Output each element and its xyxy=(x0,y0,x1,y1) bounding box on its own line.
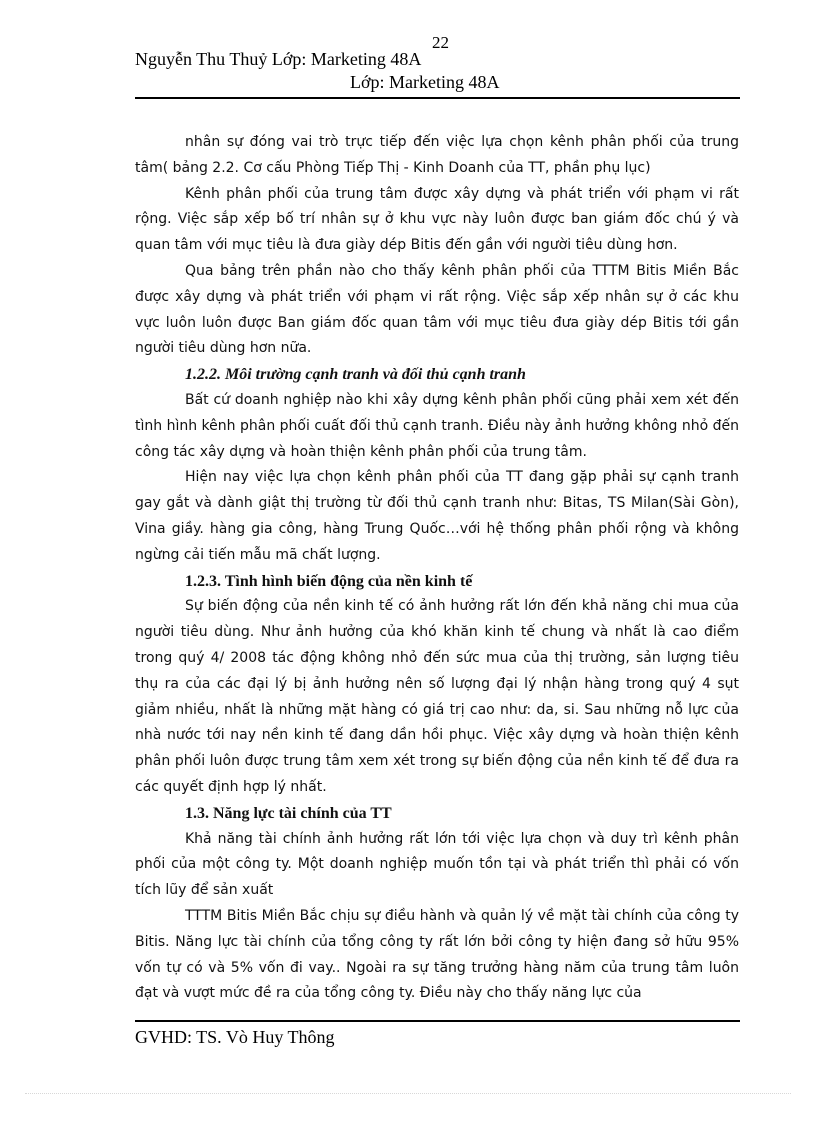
paragraph: Khả năng tài chính ảnh hưởng rất lớn tới việc lựa chọn và duy trì kênh phân phối của một công ty. Một doanh nghiệp muốn tồn tại và phát triển thì phải có vốn tích lũy để sản xuất xyxy=(135,830,739,899)
header-class: Lớp: Marketing 48A xyxy=(350,72,500,92)
paragraph: Sự biến động của nền kinh tế có ảnh hưởng rất lớn đến khả năng chi mua của người tiêu dùng. Như ảnh hưởng của khó khăn kinh tế chung và nhất là cao điểm trong quý 4/ 2008 tác động không nhỏ đến sức mua của thị trường, sản lượng tiêu thụ ra của các đại lý bị ảnh hưởng nên số lượng đại lý nhận hàng trong quý 4 sụt giảm nhiều, nhất là những mặt hàng có giá trị cao như: da, si. Sau những nỗ lực của nhà nước tới nay nền kinh tế đang dần hồi phục. Việc xây dựng và hoàn thiện kênh phân phối luôn được trung tâm xem xét trong sự biến động của nền kinh tế để đưa ra các quyết định hợp lý nhất. xyxy=(135,598,739,795)
section-heading: 1.2.2. Môi trường cạnh tranh và đối thủ cạnh tranh xyxy=(185,366,526,384)
paragraph: Hiện nay việc lựa chọn kênh phân phối của TT đang gặp phải sự cạnh tranh gay gắt và dành giật thị trường từ đối thủ cạnh tranh như: Bitas, TS Milan(Sài Gòn), Vina giầy. hàng gia công, hàng Trung Quốc…với hệ thống phân phối rộng và không ngừng cải tiến mẫu mã chất lượng. xyxy=(135,469,739,563)
section-heading: 1.2.3. Tình hình biến động của nền kinh tế xyxy=(185,572,473,590)
footer-divider xyxy=(135,1020,740,1022)
paragraph: Qua bảng trên phần nào cho thấy kênh phân phối của TTTM Bitis Miền Bắc được xây dựng và phát triển với phạm vi rất rộng. Việc sắp xếp nhân sự ở các khu vực luôn luôn được Ban giám đốc quan tâm với mục tiêu đưa giày dép Bitis tới gần người tiêu dùng hơn nữa. xyxy=(135,262,739,357)
paragraph: nhân sự đóng vai trò trực tiếp đến việc lựa chọn kênh phân phối của trung tâm( bảng 2.2. Cơ cấu Phòng Tiếp Thị - Kinh Doanh của TT, phần phụ lục) xyxy=(135,134,739,176)
page-edge-dotted-line xyxy=(25,1093,791,1094)
paragraph: Bất cứ doanh nghiệp nào khi xây dựng kênh phân phối cũng phải xem xét đến tình hình kênh phân phối cuất đối thủ cạnh tranh. Điều này ảnh hưởng không nhỏ đến công tác xây dựng và hoàn thiện kênh phân phối của trung tâm. xyxy=(135,391,739,460)
paragraph: TTTM Bitis Miền Bắc chịu sự điều hành và quản lý về mặt tài chính của công ty Bitis. Năng lực tài chính của tổng công ty rất lớn bởi công ty hiện đang sở hữu 95% vốn tự có và 5% vốn đi vay.. Ngoài ra sự tăng trưởng hàng năm của trung tâm luôn đạt và vượt mức đề ra của tổng công ty. Điều này cho thấy năng lực của xyxy=(135,907,739,1002)
section-heading: 1.3. Năng lực tài chính của TT xyxy=(185,804,392,822)
page-number: 22 xyxy=(432,33,449,52)
document-body xyxy=(135,130,739,1007)
paragraph: Kênh phân phối của trung tâm được xây dựng và phát triển với phạm vi rất rộng. Việc sắp xếp bố trí nhân sự ở khu vực này luôn được ban giám đốc chú ý và quan tâm với mục tiêu là đưa giày dép Bitis đến gần với người tiêu dùng hơn. xyxy=(135,185,739,254)
header-divider xyxy=(135,97,740,99)
footer-supervisor: GVHD: TS. Vò Huy Thông xyxy=(135,1027,335,1047)
header-author-class: Nguyễn Thu Thuỷ Lớp: Marketing 48A xyxy=(135,49,422,69)
